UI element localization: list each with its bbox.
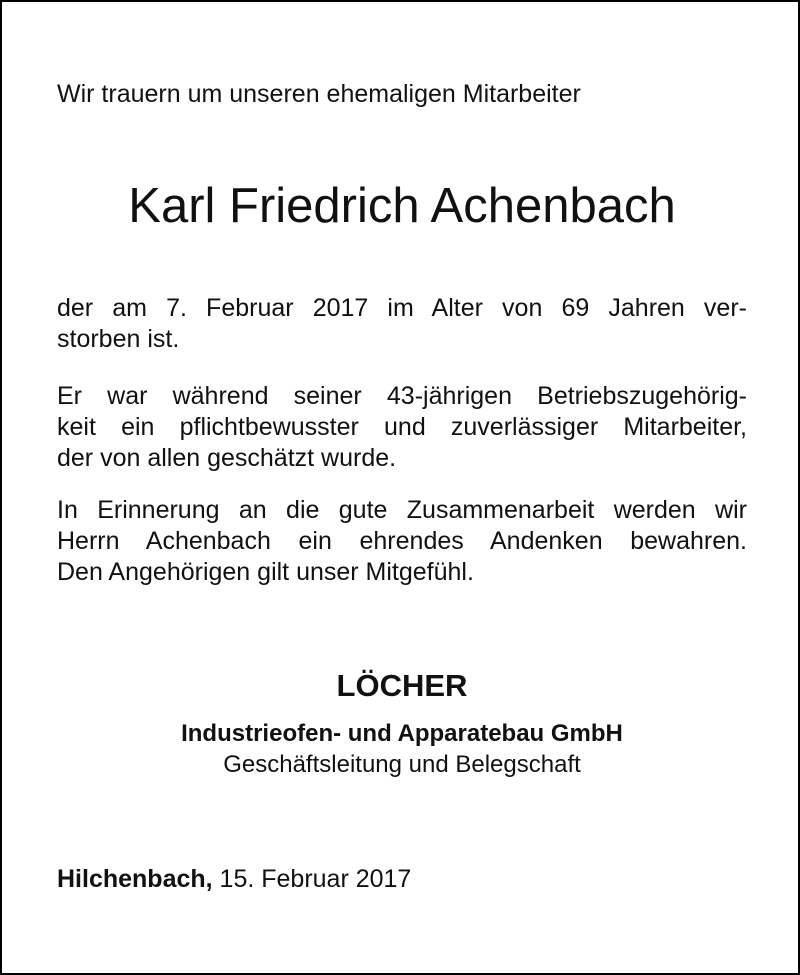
company-department: Geschäftsleitung und Belegschaft xyxy=(223,751,581,778)
paragraph-line: In Erinnerung an die gute Zusammenarbeit werden wir xyxy=(57,496,747,524)
paragraph-line: Den Angehörigen gilt unser Mitgefühl. xyxy=(57,558,474,586)
paragraph-line: der von allen geschätzt wurde. xyxy=(57,444,397,472)
death-paragraph xyxy=(57,293,747,355)
paragraph-line: Er war während seiner 43-jährigen Betriebszugehörig- xyxy=(57,382,747,410)
service-paragraph xyxy=(57,381,747,474)
dateline-date: 15. Februar 2017 xyxy=(212,865,412,893)
paragraph-line: keit ein pflichtbewusster und zuverlässiger Mitarbeiter, xyxy=(57,413,747,441)
dateline xyxy=(57,863,411,895)
company-subtitle: Industrieofen- und Apparatebau GmbH xyxy=(181,720,623,747)
paragraph-line: Herrn Achenbach ein ehrendes Andenken bewahren. xyxy=(57,527,747,555)
company-name: LÖCHER xyxy=(336,668,468,703)
paragraph-line: storben ist. xyxy=(57,325,180,353)
dateline-place: Hilchenbach, xyxy=(57,865,213,893)
intro-line: Wir trauern um unseren ehemaligen Mitarbeiter xyxy=(57,80,581,108)
remembrance-paragraph xyxy=(57,495,747,588)
paragraph-line: der am 7. Februar 2017 im Alter von 69 Jahren ver- xyxy=(57,294,747,322)
deceased-name: Karl Friedrich Achenbach xyxy=(128,179,676,233)
